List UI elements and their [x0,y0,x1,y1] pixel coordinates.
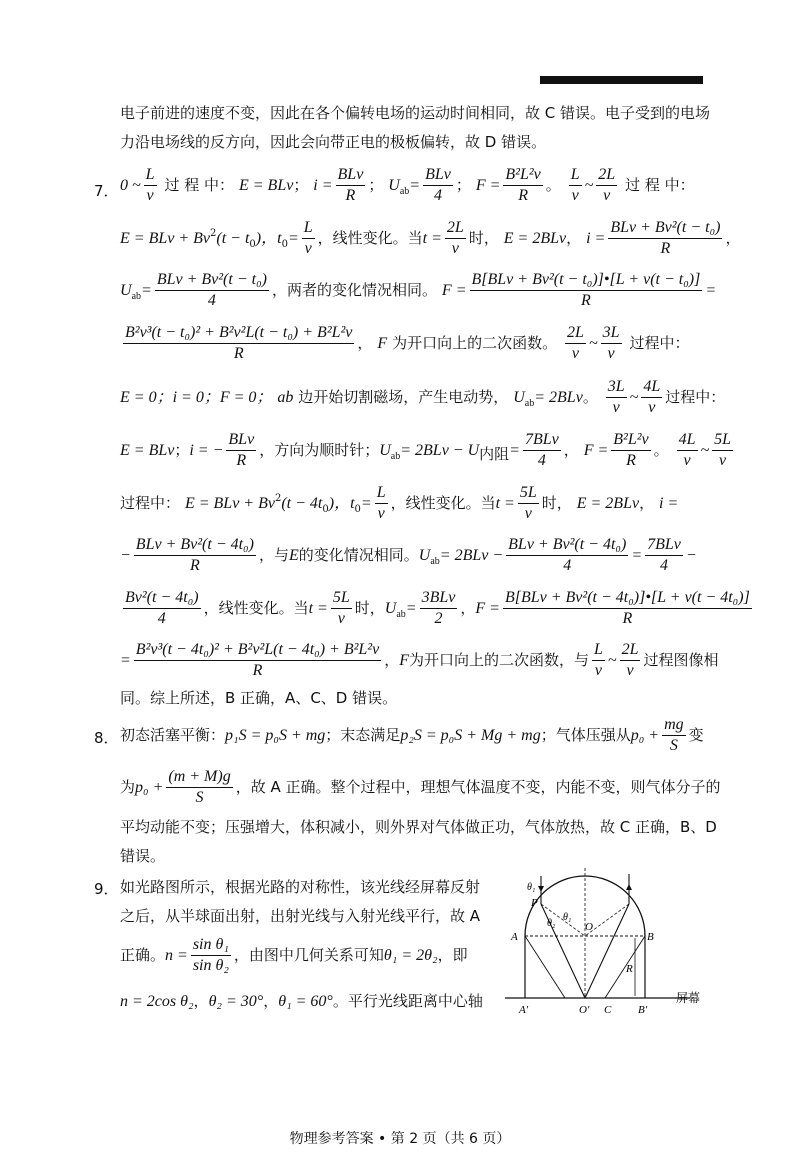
sep: ， [460,598,476,617]
sub: 0 [249,238,256,250]
expr: θ₂ = 30° [208,993,264,1010]
label-A: A [511,931,518,943]
expr: t = [495,494,515,512]
eq: = [360,494,372,512]
sep: ； [368,175,384,194]
q7-line-2 [120,219,740,259]
text: 时， [541,493,572,512]
text: ，由图中几何关系可知 [233,945,384,964]
frac-2L-v-3: $\frac{2L}{v}$ [567,324,584,363]
label-C: C [604,1004,612,1016]
text: 过程图像相 [643,650,719,669]
eq: = [409,176,421,194]
edge-ray-left [525,936,565,998]
sep: ， [384,650,400,669]
frac-U: $\frac{\text{BLv + Bv²(t − t₀)}}{4}$ [156,271,267,310]
frac-i: $\frac{\text{BLv + Bv²(t − t₀)}}{R}$ [610,219,721,258]
sub: ab [396,608,406,620]
sub: ab [131,290,142,302]
q8-line-1 [120,716,704,756]
sup: 2 [210,227,217,239]
frac-2L-v-2: $\frac{2L}{v}$ [446,219,464,258]
text: ，即 [437,945,468,964]
sub: 内阻 [479,444,510,463]
label-screen: 屏幕 [676,991,701,1005]
frac-sin: $\frac{\text{sin θ₁}}{\text{sin θ₂}}$ [192,936,229,975]
frac-4L-v-2: $\frac{4L}{v}$ [678,431,696,470]
q8-line-4: 错误。 [120,847,166,865]
sub: 0 [322,503,329,515]
expr: θ₁ = 2θ₂ [383,946,438,964]
expr: F = [583,441,609,459]
frac-3L-v-2: $\frac{3L}{v}$ [607,378,625,417]
label-theta1b: θ₁ [563,912,572,923]
text: ，两者的变化情况相同。 [271,280,437,299]
text: 为开口向上的二次函数，与 [409,650,590,669]
expr: p₀ + [135,778,164,796]
expr: E = 2BLv [503,229,567,247]
eq: = [631,546,643,564]
sep: ； [174,440,190,459]
sub: ab [430,555,440,567]
frac-L-v-2: $\frac{L}{v}$ [570,166,580,205]
q7-line-1 [120,166,695,206]
expr: U [120,281,132,299]
text: 初态活塞平衡： [120,725,226,744]
frac-B2L2v-R-2: $\frac{\text{B²L²v}}{R}$ [613,431,649,470]
label-P: P [531,897,538,909]
q9-line-2: 之后，从半球面出射，出射光线与入射光线平行，故 A [120,907,481,925]
expr: = 2BLv [534,388,583,406]
q7-l1-F: F = [475,176,501,194]
expr: i = [586,229,606,247]
paragraph-line-2: 力沿电场线的反方向，因此会向带正电的极板偏转，故 D 错误。 [120,133,547,151]
sep: ， [639,493,655,512]
text: 时， [354,598,385,617]
expr: E = 2BLv [576,494,640,512]
frac-L-v: $\frac{L}{v}$ [145,166,155,205]
frac-F2: $\frac{\text{B²v³(t − t₀)² + B²v²L(t − t₀) + B²L²v}}{R}$ [125,324,353,363]
expr: F [399,651,409,669]
sep: ； [455,175,471,194]
frac-BLv-R: $\frac{\text{BLv}}{R}$ [337,166,364,205]
text: 边开始切割磁场，产生电动势， [298,387,509,406]
text: 的变化情况相同。 [298,545,419,564]
sub: ab [390,450,401,462]
sep: 。 [582,387,598,406]
q8-line-2 [120,768,721,808]
question-8-number: 8． [94,729,119,747]
expr: (t − 4t [281,494,323,512]
expr: n = 2cos θ₂ [120,993,194,1010]
label-theta1: θ₁ [527,882,536,893]
frac-mg-S: $\frac{mg}{S}$ [664,716,684,755]
q7-l1-text2: 过 程 中： [625,175,695,194]
sup: 2 [274,492,282,504]
q7-line-7 [120,484,678,524]
expr: U [379,441,391,459]
label-theta2: θ₂ [547,918,556,929]
frac-2L-v-4: $\frac{2L}{v}$ [621,641,639,680]
q9-line-3 [120,936,468,976]
eq: = [141,281,152,299]
frac-L-v-4: $\frac{L}{v}$ [376,484,386,523]
expr: p₂S = p₀S + Mg + mg [400,726,541,744]
q7-line-3 [120,271,716,311]
text: 。平行光线距离中心轴 [332,992,483,1010]
expr: (t − t [216,229,250,247]
expr: i = [659,494,679,512]
text: ；末态满足 [325,725,401,744]
tilde: ~ [584,176,594,194]
expr: p₀ + [630,726,660,744]
expr: E = BLv + Bv [184,494,275,512]
frac-7BLv-4: $\frac{\text{7BLv}}{4}$ [524,431,559,470]
q9-line-4 [120,990,483,1011]
q7-line-4 [120,324,689,364]
text: ，线性变化。当 [203,598,309,617]
tilde: ~ [700,441,710,459]
label-A-prime: A′ [519,1004,529,1016]
text: ，故 A 正确。整个过程中，理想气体温度不变，内能不变，则气体分子的 [235,777,721,796]
expr: F = [475,599,500,617]
frac-Bv2-4: $\frac{\text{Bv²(t − 4t₀)}}{4}$ [125,589,199,628]
expr: i = − [189,441,224,459]
expr: )，t [328,494,355,512]
expr: θ₁ = 60° [278,993,333,1010]
page-footer: 物理参考答案 • 第 2 页（共 6 页） [289,1131,511,1147]
sub: 0 [354,503,361,515]
q7-line-11: 同。综上所述，B 正确，A、C、D 错误。 [120,689,398,707]
sub: ab [399,185,410,197]
text: 正确。 [120,945,166,964]
q7-line-6 [120,431,736,471]
sep: ， [263,992,279,1010]
reflected-ray [585,904,629,998]
sep: ， [357,333,373,352]
sep: ， [563,440,579,459]
frac-4L-v: $\frac{4L}{v}$ [643,378,661,417]
edge-ray-right [605,936,645,998]
q9-line-1: 如光路图所示，根据光路的对称性，该光线经屏幕反射 [120,878,481,896]
q7-line-8 [120,536,697,576]
sub: 0 [281,238,288,250]
expr: E [288,546,299,564]
label-B-prime: B′ [638,1004,648,1016]
eq: = [705,281,717,299]
arrow-down-icon [538,886,544,892]
frac-BLv-R-2: $\frac{\text{BLv}}{R}$ [228,431,255,470]
sep: 。 [653,440,669,459]
eq: = [509,441,520,459]
optics-diagram [505,868,715,1020]
tilde: ~ [629,388,639,406]
frac-5L-v: $\frac{5L}{v}$ [714,431,732,470]
q7-line-5 [120,378,725,418]
sep: ； [293,175,309,194]
text: ，方向为顺时针； [259,440,380,459]
frac-7BLv-4-2: $\frac{\text{7BLv}}{4}$ [647,536,681,575]
q7-line-9 [120,589,755,629]
eq: = [120,651,131,669]
text: 过程中： [665,387,726,406]
expr: F = [441,281,467,299]
frac-F: $\frac{\text{B[BLv + Bv²(t − t₀)]•[L + v(t − t₀)]}}{R}$ [471,271,701,310]
frac-2L-v: $\frac{2L}{v}$ [598,166,616,205]
q7-l1-E: E = BLv [238,176,294,194]
expr: = 2BLv − U [400,441,480,459]
text: 变 [688,725,704,744]
q7-l1-text: 过 程 中： [164,175,235,194]
eq: = [405,599,417,617]
expr: E = BLv + Bv [120,229,211,247]
frac-F42: $\frac{\text{B²v³(t − 4t₀)² + B²v²L(t − 4t₀) + B²L²v}}{R}$ [135,641,380,680]
expr: E = 0；i = 0；F = 0； [120,388,273,406]
frac-BLv-4: $\frac{\text{BLv}}{4}$ [425,166,451,205]
expr: − [685,546,697,564]
expr: n = [165,946,188,964]
frac-L-v-3: $\frac{L}{v}$ [303,219,313,258]
paragraph-line-1: 电子前进的速度不变，因此在各个偏转电场的运动时间相同，故 C 错误。电子受到的电场 [120,104,711,122]
q7-line-10 [120,641,719,681]
label-B: B [647,931,654,943]
frac-mMg-S: $\frac{(m + M)g}{S}$ [168,768,231,807]
expr: t = [308,599,328,617]
text: 为 [120,777,136,796]
sep: ， [193,992,209,1010]
label-O-prime: O′ [579,1004,590,1016]
label-R: R [626,963,633,975]
label-O: O [585,921,593,933]
sep: 。 [545,175,561,194]
frac-L-v-5: $\frac{L}{v}$ [594,641,603,680]
question-9-number: 9． [94,880,119,898]
text: ，与 [258,545,289,564]
frac-B2L2v-R: $\frac{\text{B²L²v}}{R}$ [505,166,541,205]
sep: ， [566,228,582,247]
eq: = [287,229,299,247]
frac-5L-v-3: $\frac{5L}{v}$ [332,589,350,628]
frac-U4: $\frac{\text{BLv + Bv²(t − 4t₀)}}{4}$ [508,536,627,575]
frac-i4: $\frac{\text{BLv + Bv²(t − 4t₀)}}{R}$ [135,536,254,575]
expr: )，t [255,229,282,247]
text: 过程中： [120,493,181,512]
q7-l1-i: i = [313,176,333,194]
frac-3BLv-2: $\frac{\text{3BLv}}{2}$ [421,589,456,628]
expr: p₁S = p₀S + mg [225,726,326,744]
expr: − [120,546,131,564]
expr: U [384,599,397,617]
q7-l1-U: U [388,176,400,194]
expr: t = [422,229,442,247]
tilde: ~ [607,651,617,669]
text: ，线性变化。当 [317,228,423,247]
expr: U [513,388,525,406]
expr: F [377,334,388,352]
q8-line-3: 平均动能不变；压强增大，体积减小，则外界对气体做正功，气体放热，故 C 正确，B、D [120,818,717,836]
sub: ab [524,397,535,409]
frac-3L-v: $\frac{3L}{v}$ [602,324,620,363]
question-7-number: 7． [94,182,119,200]
text: 为开口向上的二次函数。 [392,333,558,352]
text: ，线性变化。当 [390,493,496,512]
header-bar [540,76,703,84]
expr: E = BLv [120,441,175,459]
arrow-up-icon [626,884,632,890]
q7-l1-range: 0 ~ [120,176,141,194]
frac-5L-v-2: $\frac{5L}{v}$ [519,484,537,523]
text: 时， [468,228,499,247]
expr: U [418,546,431,564]
text: 过程中： [629,333,690,352]
tilde: ~ [588,334,598,352]
frac-F4: $\frac{\text{B[BLv + Bv²(t − 4t₀)]•[L + v(t − 4t₀)]}}{R}$ [504,589,750,628]
expr: ab [277,388,294,406]
sep: ， [725,228,741,247]
text: ；气体压强从 [540,725,631,744]
expr: = 2BLv − [439,546,504,564]
